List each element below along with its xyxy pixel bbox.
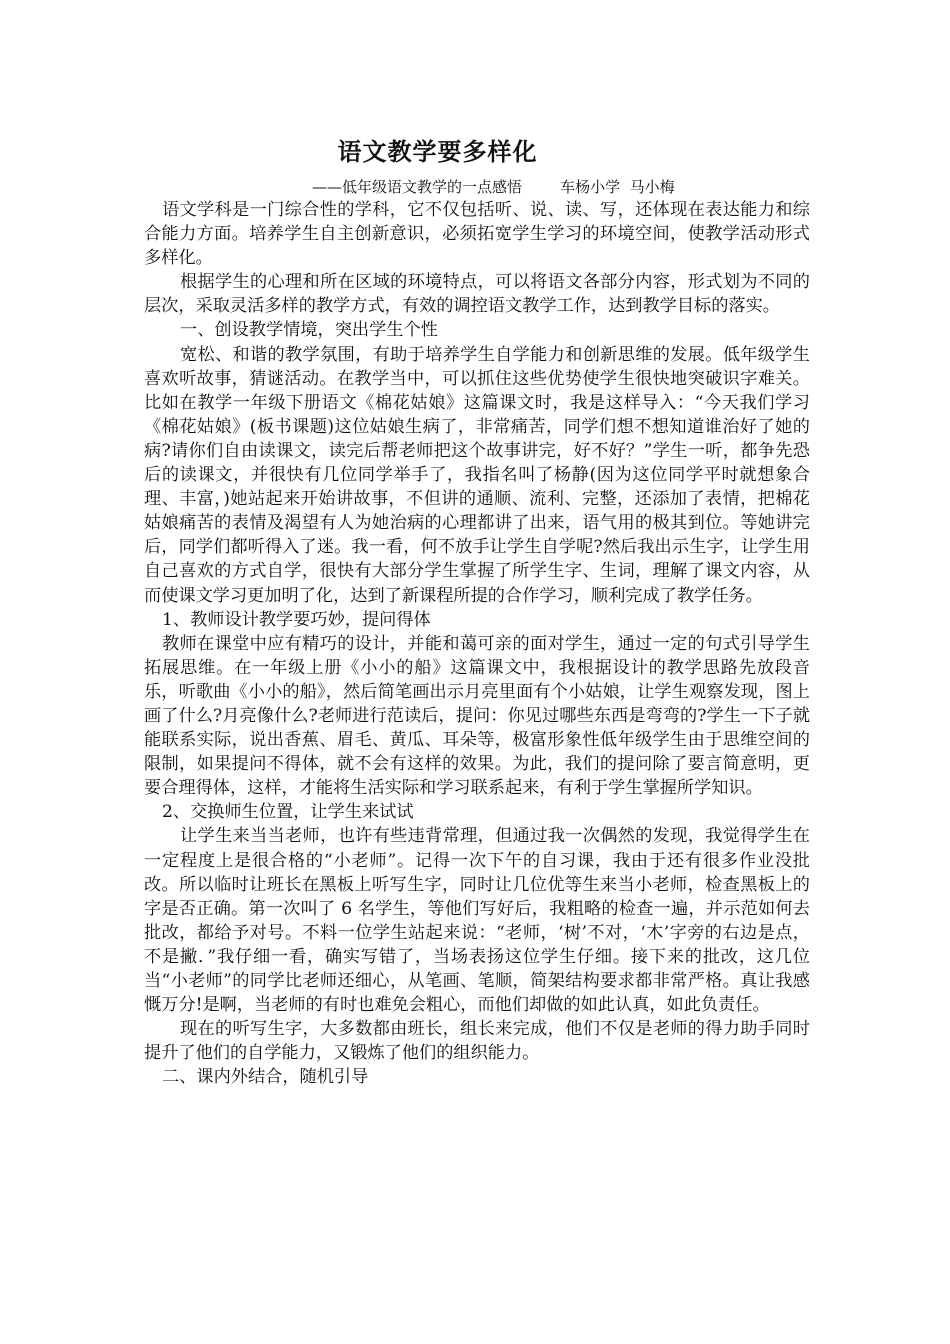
paragraph: 根据学生的心理和所在区域的环境特点，可以将语文各部分内容，形式划为不同的层次，采取灵活多样的教学方式，有效的调控语文教学工作，达到教学目标的落实。 <box>144 272 810 317</box>
paragraph: 教师在课堂中应有精巧的设计，并能和蔼可亲的面对学生，通过一定的句式引导学生拓展思维。在一年级上册《小小的船》这篇课文中，我根据设计的教学思路先放段音乐，听歌曲《小小的船》，然后简笔画出示月亮里面有个小姑娘，让学生观察发现，图上画了什么?月亮像什么?老师进行范读后，提问：你见过哪些东西是弯弯的?学生一下子就能联系实际，说出香蕉、眉毛、黄瓜、耳朵等，极富形象性低年级学生由于思维空间的限制，如果提问不得体，就不会有这样的效果。为此，我们的提问除了要言简意明，更要合理得体，这样，才能将生活实际和学习联系起来，有利于学生掌握所学知识。 <box>144 633 810 799</box>
paragraph: 让学生来当当老师，也许有些违背常理，但通过我一次偶然的发现，我觉得学生在一定程度上是很合格的“小老师”。记得一次下午的自习课，我由于还有很多作业没批改。所以临时让班长在黑板上听写生字，同时让几位优等生来当小老师，检查黑板上的字是否正确。第一次叫了 6 名学生，等他们写好后，我粗略的检查一遍，并示范如何去批改，都给予对号。不料一位学生站起来说：“老师，‘树’不对，‘木’字旁的右边是点，不是撇．”我仔细一看，确实写错了，当场表扬这位学生仔细。接下来的批改，这几位当“小老师”的同学比老师还细心，从笔画、笔顺，简架结构要求都非常严格。真让我感慨万分!是啊，当老师的有时也难免会粗心，而他们却做的如此认真，如此负责任。 <box>144 826 810 1016</box>
subsection-heading: 2、交换师生位置，让学生来试试 <box>162 802 414 823</box>
subsection-heading: 1、教师设计教学要巧妙，提问得体 <box>162 609 431 630</box>
section-heading: 一、创设教学情境，突出学生个性 <box>180 320 438 341</box>
paragraph: 语文学科是一门综合性的学科，它不仅包括听、说、读、写，还体现在表达能力和综合能力方面。培养学生自主创新意识，必须拓宽学生学习的环境空间，使教学活动形式多样化。 <box>144 200 810 269</box>
document-title: 语文教学要多样化 <box>337 137 538 166</box>
document-body <box>144 198 810 1089</box>
paragraph: 宽松、和谐的教学氛围，有助于培养学生自学能力和创新思维的发展。低年级学生喜欢听故事，猜谜活动。在教学当中，可以抓住这些优势使学生很快地突破识字难关。比如在教学一年级下册语文《棉花姑娘》这篇课文时，我是这样导入：“今天我们学习《棉花姑娘》(板书课题)这位姑娘生病了，非常痛苦，同学们想不想知道谁治好了她的病?请你们自由读课文，读完后帮老师把这个故事讲完，好不好？”学生一听，都争先恐后的读课文，并很快有几位同学举手了，我指名叫了杨静(因为这位同学平时就想象合理、丰富，)她站起来开始讲故事，不但讲的通顺、流利、完整，还添加了表情，把棉花姑娘痛苦的表情及渴望有人为她治病的心理都讲了出来，语气用的极其到位。等她讲完后，同学们都听得入了迷。我一看，何不放手让学生自学呢?然后我出示生字，让学生用自己喜欢的方式自学，很快有大部分学生掌握了所学生字、生词，理解了课文内容，从而使课文学习更加明了化，达到了新课程所提的合作学习，顺利完成了教学任务。 <box>144 344 810 606</box>
document-subtitle: ——低年级语文教学的一点感悟 车杨小学 马小梅 <box>312 178 675 196</box>
paragraph: 现在的听写生字，大多数都由班长，组长来完成，他们不仅是老师的得力助手同时提升了他们的自学能力，又锻炼了他们的组织能力。 <box>144 1019 810 1064</box>
section-heading: 二、课内外结合，随机引导 <box>162 1067 369 1088</box>
